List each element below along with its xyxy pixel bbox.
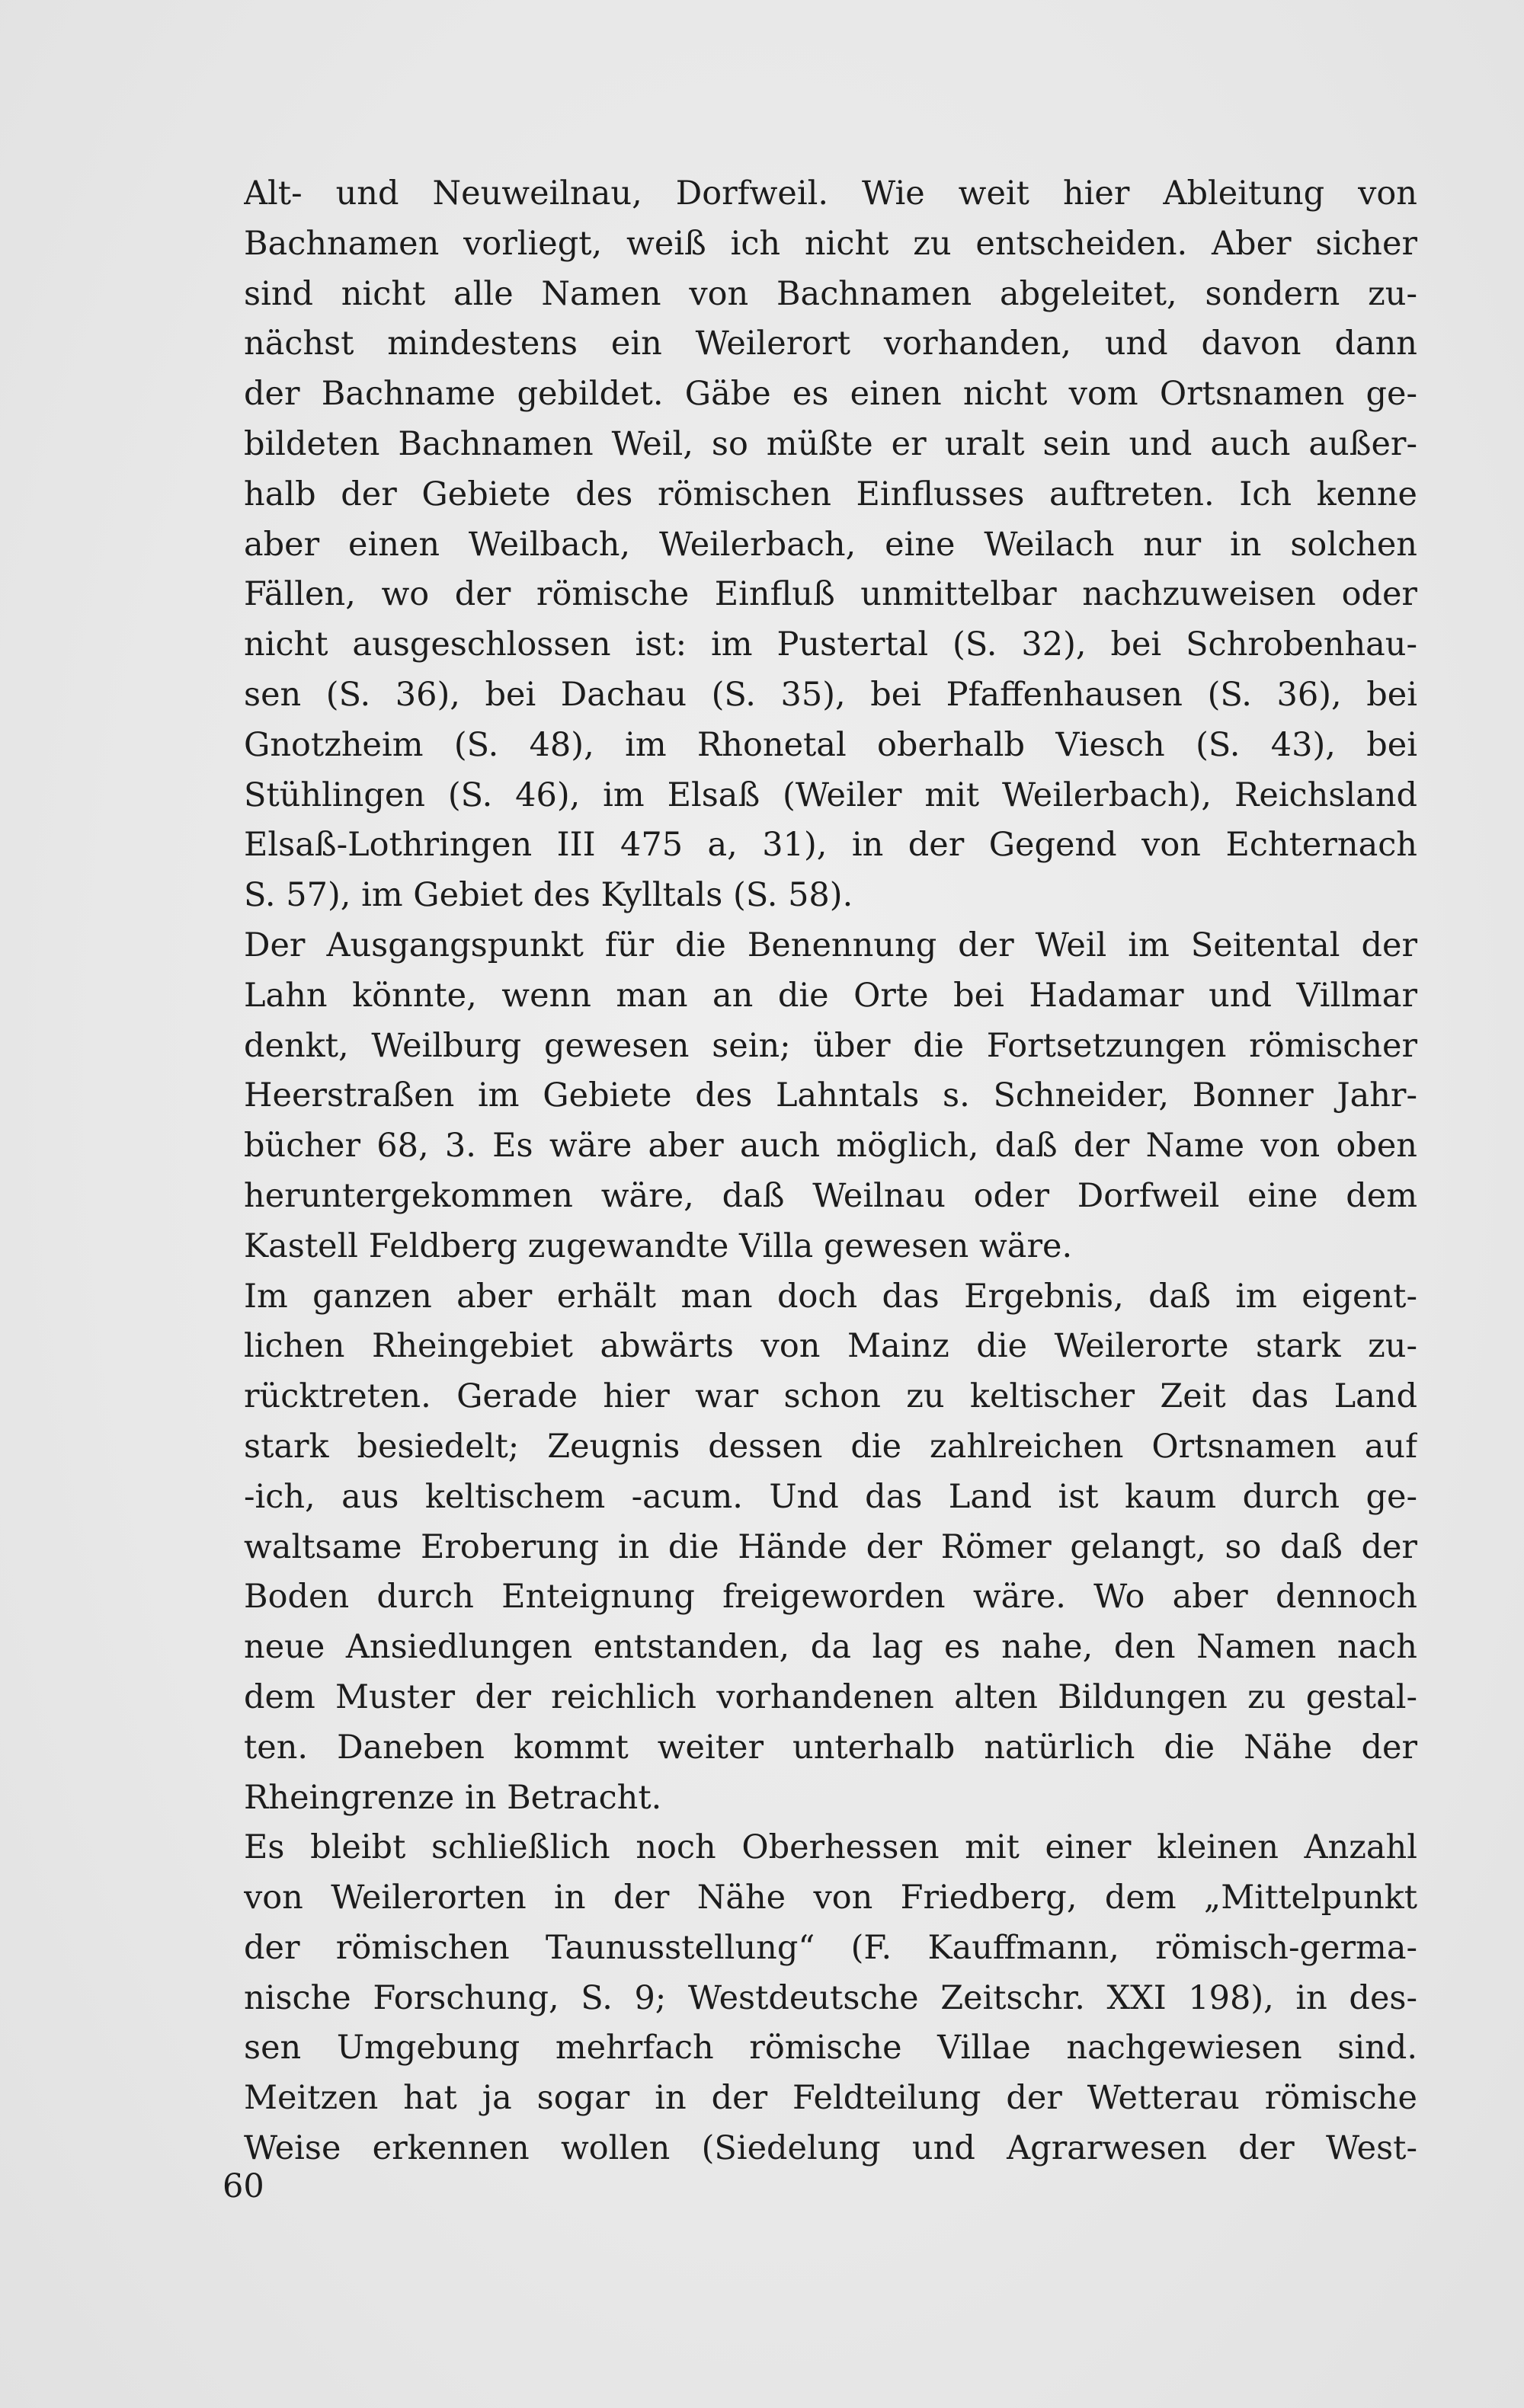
body-text [244, 169, 1417, 2174]
text-line: der Bachname gebildet. Gäbe es einen nicht vom Ortsnamen ge- [244, 375, 1417, 414]
text-line: sind nicht alle Namen von Bachnamen abgeleitet, sondern zu- [244, 274, 1417, 313]
text-line: waltsame Eroberung in die Hände der Römer gelangt, so daß der [244, 1527, 1417, 1566]
text-line: nische Forschung, S. 9; Westdeutsche Zeitschr. XXI 198), in des- [244, 1978, 1417, 2017]
text-line: denkt, Weilburg gewesen sein; über die Fortsetzungen römischer [244, 1026, 1417, 1065]
text-line: sen (S. 36), bei Dachau (S. 35), bei Pfaffenhausen (S. 36), bei [244, 675, 1417, 714]
text-line: Fällen, wo der römische Einfluß unmittelbar nachzuweisen oder [244, 575, 1417, 614]
text-line: von Weilerorten in der Nähe von Friedberg, dem „Mittelpunkt [244, 1879, 1417, 1917]
text-line: nächst mindestens ein Weilerort vorhanden, und davon dann [244, 325, 1417, 363]
text-line: Heerstraßen im Gebiete des Lahntals s. Schneider, Bonner Jahr- [244, 1076, 1417, 1115]
text-line: halb der Gebiete des römischen Einflusses auftreten. Ich kenne [244, 475, 1417, 513]
text-line: lichen Rheingebiet abwärts von Mainz die Weilerorte stark zu- [244, 1327, 1417, 1366]
text-line: der römischen Taunusstellung“ (F. Kauffmann, römisch-germa- [244, 1928, 1417, 1967]
text-line: Der Ausgangspunkt für die Benennung der Weil im Seitental der [244, 926, 1417, 964]
text-line: ten. Daneben kommt weiter unterhalb natürlich die Nähe der [244, 1728, 1417, 1767]
text-line: nicht ausgeschlossen ist: im Pustertal (S. 32), bei Schrobenhau- [244, 625, 1417, 664]
text-line: Elsaß-Lothringen III 475 a, 31), in der Gegend von Echternach [244, 826, 1417, 865]
text-line: aber einen Weilbach, Weilerbach, eine Weilach nur in solchen [244, 525, 1417, 564]
text-line: -ich, aus keltischem -acum. Und das Land ist kaum durch ge- [244, 1477, 1417, 1516]
paragraph-end-line: Rheingrenze in Betracht. [244, 1778, 662, 1817]
paragraph-end-line: Kastell Feldberg zugewandte Villa gewesen wäre. [244, 1226, 1073, 1265]
text-line: Meitzen hat ja sogar in der Feldteilung der Wetterau römische [244, 2079, 1417, 2118]
text-line: Gnotzheim (S. 48), im Rhonetal oberhalb Viesch (S. 43), bei [244, 725, 1417, 764]
page-number: 60 [223, 2167, 264, 2205]
text-line: bildeten Bachnamen Weil, so müßte er uralt sein und auch außer- [244, 424, 1417, 463]
text-line: Im ganzen aber erhält man doch das Ergebnis, daß im eigent- [244, 1277, 1417, 1316]
text-line: dem Muster der reichlich vorhandenen alten Bildungen zu gestal- [244, 1677, 1417, 1716]
text-line: rücktreten. Gerade hier war schon zu keltischer Zeit das Land [244, 1377, 1417, 1416]
text-line: bücher 68, 3. Es wäre aber auch möglich, daß der Name von oben [244, 1127, 1417, 1166]
paragraph-end-line: S. 57), im Gebiet des Kylltals (S. 58). [244, 876, 853, 915]
text-line: Alt- und Neuweilnau, Dorfweil. Wie weit hier Ableitung von [244, 174, 1417, 213]
text-line: Lahn könnte, wenn man an die Orte bei Hadamar und Villmar [244, 976, 1417, 1015]
text-line: Weise erkennen wollen (Siedelung und Agrarwesen der West- [244, 2129, 1417, 2168]
text-line: sen Umgebung mehrfach römische Villae nachgewiesen sind. [244, 2029, 1417, 2067]
text-line: stark besiedelt; Zeugnis dessen die zahlreichen Ortsnamen auf [244, 1427, 1417, 1466]
text-line: heruntergekommen wäre, daß Weilnau oder Dorfweil eine dem [244, 1176, 1417, 1215]
text-line: Boden durch Enteignung freigeworden wäre. Wo aber dennoch [244, 1578, 1417, 1617]
text-line: Stühlingen (S. 46), im Elsaß (Weiler mit Weilerbach), Reichsland [244, 775, 1417, 814]
text-line: Bachnamen vorliegt, weiß ich nicht zu entscheiden. Aber sicher [244, 224, 1417, 263]
text-line: Es bleibt schließlich noch Oberhessen mit einer kleinen Anzahl [244, 1828, 1417, 1867]
text-line: neue Ansiedlungen entstanden, da lag es nahe, den Namen nach [244, 1628, 1417, 1667]
